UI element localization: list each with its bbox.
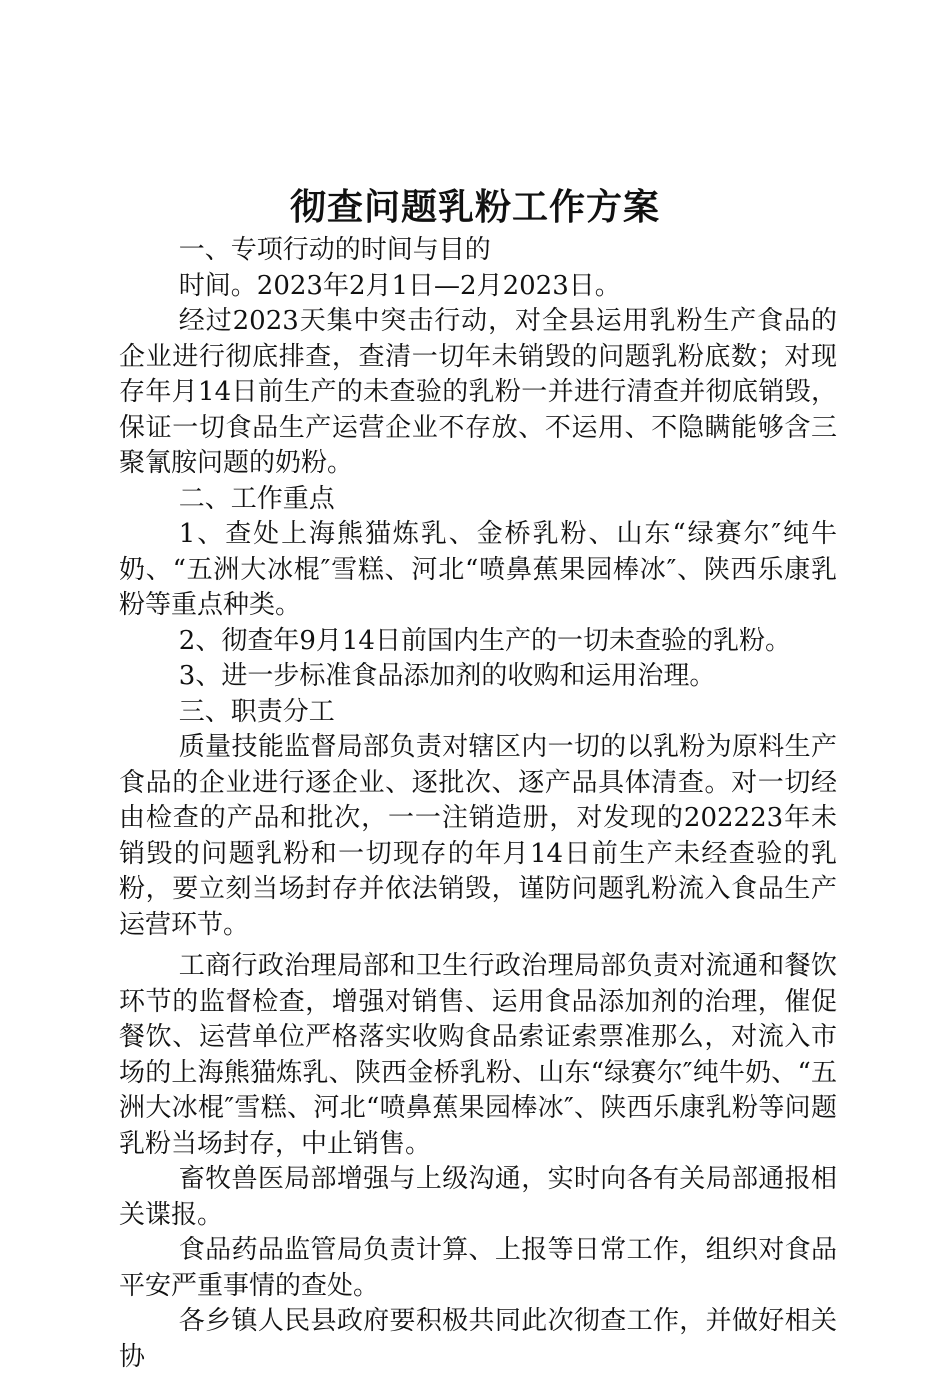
paragraph-townships: 各乡镇人民县政府要积极共同此次彻查工作，并做好相关协 [119, 1306, 837, 1372]
paragraph-food-drug: 食品药品监管局负责计算、上报等日常工作，组织对食品平安严重事情的查处。 [119, 1235, 837, 1301]
section-heading-1: 一、专项行动的时间与目的 [178, 235, 491, 265]
paragraph-commerce-health: 工商行政治理局部和卫生行政治理局部负责对流通和餐饮环节的监督检查，增强对销售、运用食品添加剂的治理，催促餐饮、运营单位严格落实收购食品索证索票准那么，对流入市场的上海熊猫炼乳、陕西金桥乳粉、山东“绿赛尔″纯牛奶、“五洲大冰棍″雪糕、河北“喷鼻蕉果园棒冰″、陕西乐康乳粉等问题乳粉当场封存，中止销售。 [119, 951, 837, 1159]
section-heading-3: 三、职责分工 [178, 696, 335, 727]
section-heading-2: 二、工作重点 [178, 483, 335, 514]
document-body [119, 233, 837, 1375]
key-point-1: 1、查处上海熊猫炼乳、金桥乳粉、山东“绿赛尔″纯牛奶、“五洲大冰棍″雪糕、河北“喷鼻蕉果园棒冰″、陕西乐康乳粉等重点种类。 [119, 519, 837, 620]
key-point-3: 3、进一步标准食品添加剂的收购和运用治理。 [178, 661, 716, 691]
paragraph-time: 时间。2023年2月1日—2月2023日。 [178, 270, 621, 301]
paragraph-veterinary: 畜牧兽医局部增强与上级沟通，实时向各有关局部通报相关谍报。 [119, 1164, 837, 1230]
document-title: 彻查问题乳粉工作方案 [289, 187, 660, 228]
paragraph-purpose: 经过2023天集中突击行动，对全县运用乳粉生产食品的企业进行彻底排查，查清一切年未销毁的问题乳粉底数；对现存年月14日前生产的未查验的乳粉一并进行清查并彻底销毁，保证一切食品生产运营企业不存放、不运用、不隐瞒能够含三聚氰胺问题的奶粉。 [119, 306, 837, 478]
key-point-2: 2、彻查年9月14日前国内生产的一切未查验的乳粉。 [178, 625, 791, 656]
paragraph-quality-bureau: 质量技能监督局部负责对辖区内一切的以乳粉为原料生产食品的企业进行逐企业、逐批次、逐产品具体清查。对一切经由检查的产品和批次，一一注销造册，对发现的202223年未销毁的问题乳粉和一切现存的年月14日前生产未经查验的乳粉，要立刻当场封存并依法销毁，谨防问题乳粉流入食品生产运营环节。 [119, 732, 837, 940]
